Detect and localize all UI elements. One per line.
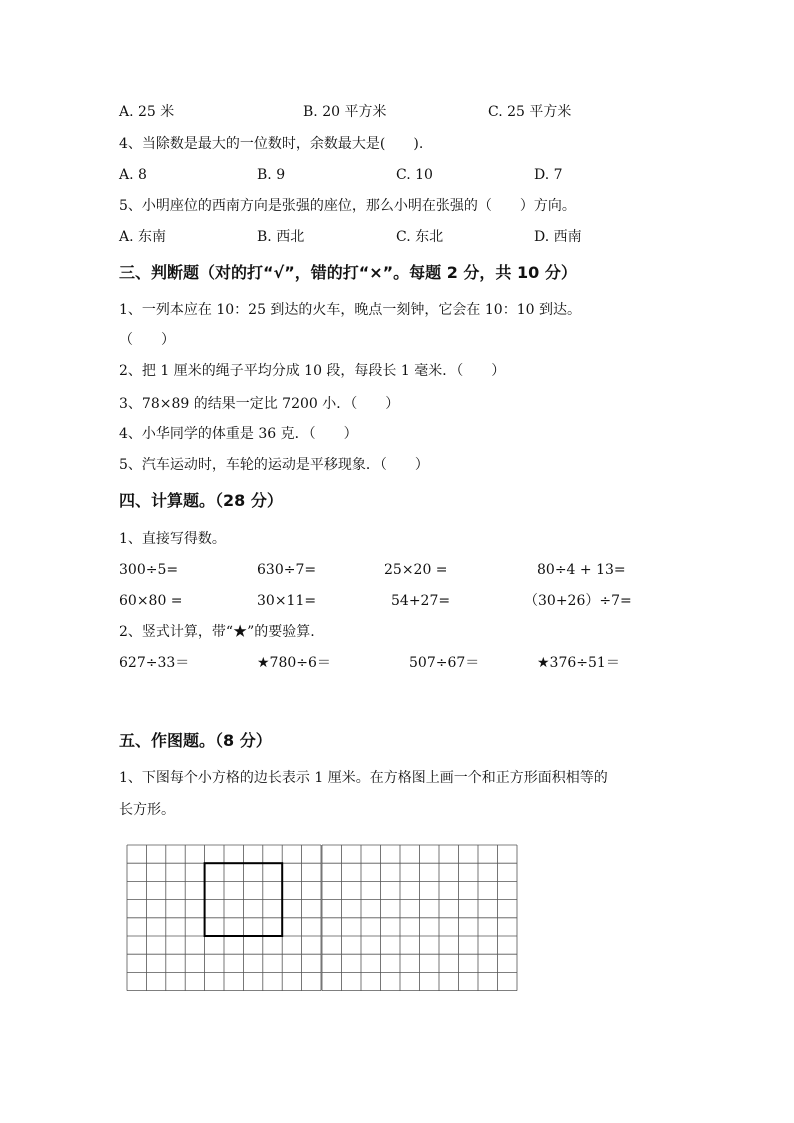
q3-option-a: A. 25 米	[119, 104, 175, 120]
calc-r2-c3: 54+27=	[391, 593, 451, 609]
q4-text: 4、当除数是最大的一位数时，余数最大是( ).	[119, 136, 424, 152]
q5-option-b: B. 西北	[257, 229, 305, 245]
section5-heading: 五、作图题。（8 分）	[119, 731, 272, 750]
q4-option-c: C. 10	[396, 167, 433, 183]
judge-item-4: 4、小华同学的体重是 36 克．（ ）	[119, 426, 358, 442]
calc-r1-c4: 80÷4 + 13=	[537, 562, 626, 578]
q3-option-c: C. 25 平方米	[488, 104, 572, 120]
judge-item-3: 3、78×89 的结果一定比 7200 小．（ ）	[119, 396, 400, 412]
left-square-grid	[126, 844, 323, 992]
q5-text: 5、小明座位的西南方向是张强的座位，那么小明在张强的（ ）方向。	[119, 198, 576, 214]
calc-r1-c2: 630÷7=	[257, 562, 317, 578]
q4-option-d: D. 7	[534, 167, 563, 183]
draw-instruction-line2: 长方形。	[119, 802, 175, 818]
judge-item-5: 5、汽车运动时，车轮的运动是平移现象．（ ）	[119, 457, 429, 473]
calc-sub1: 1、直接写得数。	[119, 531, 226, 547]
judge-item-1-blank: （ ）	[119, 332, 175, 348]
section3-heading: 三、判断题（对的打“√”，错的打“×”。每题 2 分，共 10 分）	[119, 263, 577, 282]
q5-option-d: D. 西南	[534, 229, 582, 245]
draw-instruction-line1: 1、下图每个小方格的边长表示 1 厘米。在方格图上画一个和正方形面积相等的	[119, 770, 608, 786]
calc-r3-c1: 627÷33＝	[119, 655, 190, 671]
calc-r3-c4: ★376÷51＝	[537, 655, 620, 671]
right-grid-lines	[322, 845, 517, 991]
q4-option-a: A. 8	[119, 167, 147, 183]
calc-r3-c3: 507÷67＝	[409, 655, 480, 671]
q5-option-a: A. 东南	[119, 229, 167, 245]
calc-r2-c1: 60×80 =	[119, 593, 183, 609]
section4-heading: 四、计算题。（28 分）	[119, 491, 283, 510]
q4-option-b: B. 9	[257, 167, 286, 183]
calc-r2-c4: （30+26）÷7=	[524, 593, 632, 609]
calc-r1-c3: 25×20 =	[384, 562, 448, 578]
calc-r3-c2: ★780÷6＝	[257, 655, 331, 671]
left-grid-lines	[127, 845, 321, 991]
calc-r2-c2: 30×11=	[257, 593, 317, 609]
calc-sub2: 2、竖式计算，带“★”的要验算.	[119, 624, 315, 640]
right-empty-grid	[321, 844, 519, 992]
judge-item-2: 2、把 1 厘米的绳子平均分成 10 段，每段长 1 毫米．（ ）	[119, 363, 506, 379]
judge-item-1: 1、一列本应在 10：25 到达的火车，晚点一刻钟，它会在 10：10 到达。	[119, 302, 581, 318]
q5-option-c: C. 东北	[396, 229, 444, 245]
calc-r1-c1: 300÷5=	[119, 562, 179, 578]
q3-option-b: B. 20 平方米	[303, 104, 387, 120]
